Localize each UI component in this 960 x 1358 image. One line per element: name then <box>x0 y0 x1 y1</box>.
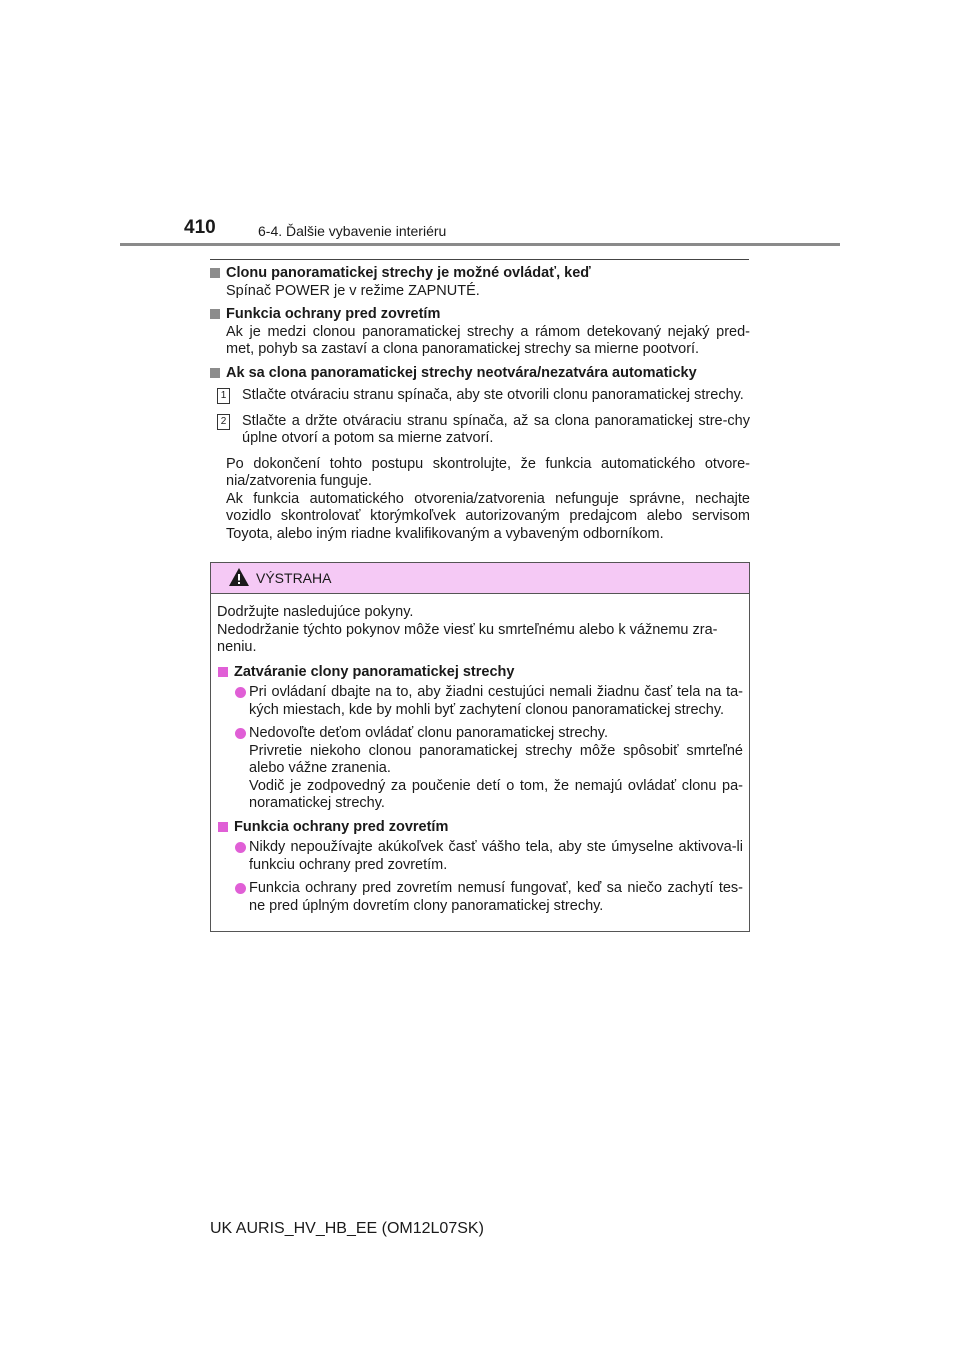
header-rule <box>120 243 840 246</box>
circle-bullet-icon <box>235 728 246 739</box>
warning-triangle-icon <box>228 567 250 587</box>
warning-item <box>217 839 743 874</box>
step-number-badge: 2 <box>217 414 230 430</box>
warning-body <box>211 594 749 915</box>
paragraph-line: Po dokončení tohto postupu skontrolujte, že funkcia automatického otvore-nia/zatvorenia funguje. <box>226 455 750 489</box>
step-text: Stlačte otváraciu stranu spínača, aby ste otvorili clonu panoramatickej strechy. <box>242 387 744 403</box>
item-line: Privretie niekoho clonou panoramatickej strechy môže spôsobiť smrteľné alebo vážne zranenia. <box>249 742 743 776</box>
heading-text: Clonu panoramatickej strechy je možné ovládať, keď <box>226 265 591 281</box>
item-line: Vodič je zodpovedný za poučenie detí o tom, že nemajú ovládať clonu pa-noramatickej strechy. <box>249 777 743 811</box>
step-number-badge: 1 <box>217 388 230 404</box>
item-text: Pri ovládaní dbajte na to, aby žiadni cestujúci nemali žiadnu časť tela na ta-kých miestach, kde by mohli byť zachytení clonou panoramatickej strechy. <box>249 684 743 718</box>
circle-bullet-icon <box>235 687 246 698</box>
section-body: Spínač POWER je v režime ZAPNUTÉ. <box>226 282 480 299</box>
section-heading <box>210 306 750 324</box>
square-bullet-icon <box>218 667 228 677</box>
item-line: Nedovoľte deťom ovládať clonu panoramatickej strechy. <box>249 725 608 741</box>
content-rule <box>210 259 749 260</box>
main-content <box>210 265 750 549</box>
section-jam-protection <box>210 306 750 359</box>
heading-text: Zatváranie clony panoramatickej strechy <box>234 663 515 680</box>
square-bullet-icon <box>210 309 220 319</box>
step-text: Stlačte a držte otváraciu stranu spínača, až sa clona panoramatickej stre-chy úplne otvorí a potom sa mierne zatvorí. <box>242 412 750 446</box>
square-bullet-icon <box>210 268 220 278</box>
page-number: 410 <box>184 217 216 238</box>
heading-text: Ak sa clona panoramatickej strechy neotvára/nezatvára automaticky <box>226 364 697 381</box>
intro-line: Dodržujte nasledujúce pokyny. <box>217 604 414 620</box>
warning-section-heading <box>217 664 743 682</box>
warning-item <box>217 725 743 813</box>
paragraph-check <box>210 456 750 544</box>
heading-text: Funkcia ochrany pred zovretím <box>226 306 441 322</box>
section-heading <box>210 365 750 383</box>
warning-header <box>211 563 749 594</box>
section-body: Ak je medzi clonou panoramatickej strechy a rámom detekovaný nejaký pred-met, pohyb sa zastaví a clona panoramatickej strechy sa mierne pootvorí. <box>226 323 750 357</box>
section-manual-reset <box>210 365 750 544</box>
warning-intro <box>217 604 743 657</box>
intro-line: Nedodržanie týchto pokynov môže viesť ku smrteľnému alebo k vážnemu zra-neniu. <box>217 621 718 655</box>
warning-item <box>217 880 743 915</box>
circle-bullet-icon <box>235 842 246 853</box>
warning-section-heading <box>217 819 743 837</box>
section-heading <box>210 265 750 283</box>
step-1 <box>210 387 750 405</box>
warning-item <box>217 684 743 719</box>
paragraph-line: Ak funkcia automatického otvorenia/zatvorenia nefunguje správne, nechajte vozidlo skontrolovať ktorýmkoľvek autorizovaným predajcom alebo servisom Toyota, alebo iným riadne kvalifikovaným a vybaveným odborníkom. <box>226 490 750 542</box>
square-bullet-icon <box>210 368 220 378</box>
warning-title: VÝSTRAHA <box>256 570 332 586</box>
item-text: Nikdy nepoužívajte akúkoľvek časť vášho tela, aby ste úmyselne aktivova-li funkciu ochrany pred zovretím. <box>249 839 743 873</box>
warning-box <box>210 562 750 932</box>
square-bullet-icon <box>218 822 228 832</box>
item-text: Funkcia ochrany pred zovretím nemusí fungovať, keď sa niečo zachytí tes-ne pred úplným dovretím clony panoramatickej strechy. <box>249 880 743 914</box>
heading-text: Funkcia ochrany pred zovretím <box>234 818 449 835</box>
circle-bullet-icon <box>235 883 246 894</box>
section-operation-condition <box>210 265 750 300</box>
step-2 <box>210 413 750 448</box>
footer-model-code: UK AURIS_HV_HB_EE (OM12L07SK) <box>210 1220 484 1237</box>
section-title: 6-4. Ďalšie vybavenie interiéru <box>258 223 447 239</box>
